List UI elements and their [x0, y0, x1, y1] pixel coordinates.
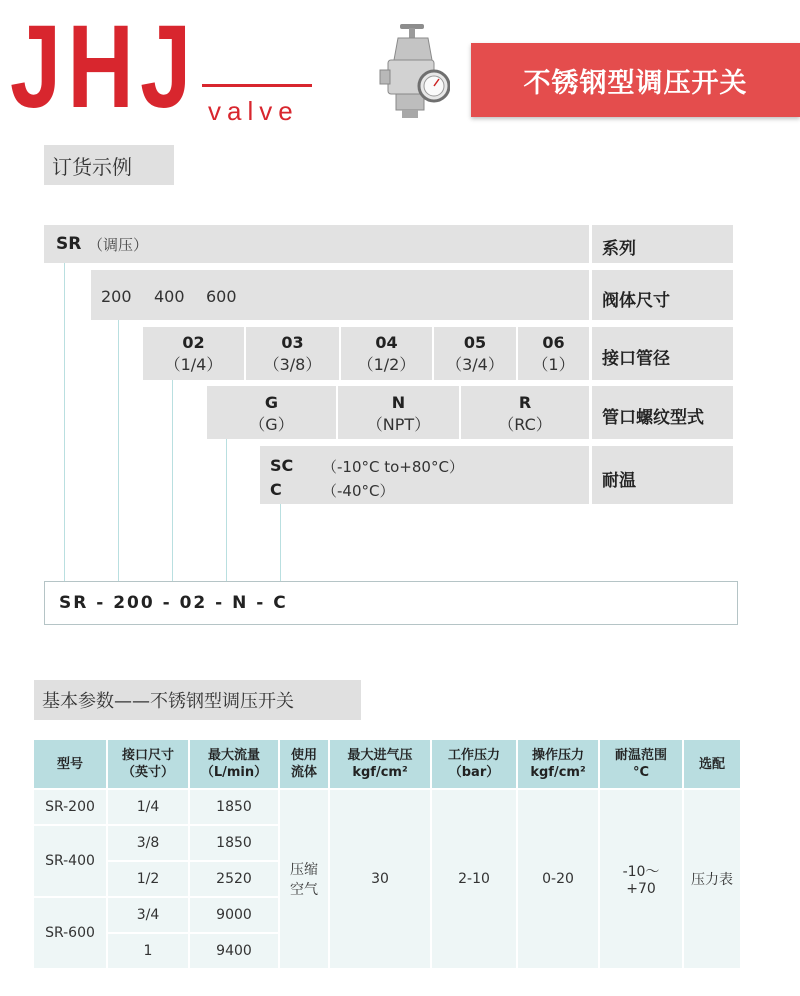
regulator-product-image — [378, 24, 450, 120]
series-note: （调压） — [88, 236, 149, 254]
connector-line — [280, 504, 281, 581]
port-option — [518, 332, 589, 376]
port-option — [434, 332, 516, 376]
logo-rule — [202, 84, 312, 87]
max-inlet-cell: 30 — [330, 788, 432, 968]
size-value-1: 200 — [101, 287, 132, 306]
size-cell: 1/2 — [108, 860, 190, 896]
port-size: （1/4） — [164, 355, 223, 374]
thread-label: 管口螺纹型式 — [602, 408, 704, 428]
port-size: （3/8） — [263, 355, 322, 374]
flow-cell: 9400 — [190, 932, 280, 968]
flow-cell: 9000 — [190, 896, 280, 932]
logo-text: JHJ — [10, 1, 198, 133]
port-code: 03 — [281, 333, 304, 352]
thread-code: G — [264, 393, 279, 412]
column-header: 最大流量 （L/min） — [190, 740, 280, 788]
working-pressure-cell: 2-10 — [432, 788, 518, 968]
port-option — [246, 332, 339, 376]
size-value-3: 600 — [206, 287, 237, 306]
port-option — [143, 332, 244, 376]
flow-cell: 1850 — [190, 788, 280, 824]
order-example-result — [44, 581, 738, 625]
temp-code: C — [270, 480, 282, 499]
port-size: （1/2） — [357, 355, 416, 374]
port-size: （3/4） — [446, 355, 504, 374]
temp-label: 耐温 — [602, 471, 636, 491]
thread-code: R — [518, 393, 532, 412]
size-value-2: 400 — [154, 287, 185, 306]
option-cell: 压力表 — [684, 788, 742, 968]
table-row — [34, 788, 742, 824]
size-cell: 1/4 — [108, 788, 190, 824]
port-code: 02 — [182, 333, 205, 352]
port-option — [341, 332, 432, 376]
temp-desc: （-10°C to+80°C） — [322, 458, 464, 476]
port-label: 接口管径 — [602, 349, 670, 369]
series-label: 系列 — [602, 239, 636, 259]
column-header: 耐温范围 °C — [600, 740, 684, 788]
flow-cell: 2520 — [190, 860, 280, 896]
series-code: SR — [56, 234, 82, 254]
column-header: 最大进气压 kgf/cm² — [330, 740, 432, 788]
thread-option — [207, 392, 336, 436]
thread-option — [461, 392, 589, 436]
table-header-row — [34, 740, 742, 788]
column-header: 选配 — [684, 740, 742, 788]
thread-desc: （NPT） — [366, 415, 431, 434]
temp-range-cell: -10～ +70 — [600, 788, 684, 968]
flow-cell: 1850 — [190, 824, 280, 860]
connector-line — [64, 263, 65, 581]
column-header: 型号 — [34, 740, 108, 788]
port-code: 06 — [542, 333, 565, 352]
connector-line — [172, 380, 173, 581]
title-banner — [471, 43, 800, 117]
logo-subtext: valve — [208, 96, 299, 126]
port-size: （1） — [532, 355, 575, 374]
connector-line — [226, 439, 227, 581]
size-cell: 1 — [108, 932, 190, 968]
port-code: 04 — [375, 333, 398, 352]
temp-code: SC — [270, 456, 294, 475]
order-code: SR - 200 - 02 - N - C — [59, 593, 288, 613]
model-cell: SR-600 — [34, 896, 108, 968]
model-cell: SR-400 — [34, 824, 108, 896]
connector-line — [118, 320, 119, 581]
size-label: 阀体尺寸 — [602, 291, 670, 311]
temp-desc: （-40°C） — [322, 482, 395, 500]
port-code: 05 — [463, 333, 487, 352]
column-header: 接口尺寸 （英寸） — [108, 740, 190, 788]
page-title: 不锈钢型调压开关 — [523, 67, 748, 99]
thread-code: N — [391, 393, 406, 412]
parameters-heading: 基本参数——不锈钢型调压开关 — [34, 680, 361, 720]
size-cell: 3/4 — [108, 896, 190, 932]
column-header: 工作压力 （bar） — [432, 740, 518, 788]
parameters-table — [34, 740, 742, 968]
thread-desc: （G） — [249, 415, 294, 434]
thread-option — [338, 392, 459, 436]
fluid-cell: 压缩 空气 — [280, 788, 330, 968]
thread-desc: （RC） — [498, 415, 552, 434]
model-cell: SR-200 — [34, 788, 108, 824]
size-cell: 3/8 — [108, 824, 190, 860]
order-example-heading: 订货示例 — [44, 145, 174, 185]
operating-pressure-cell: 0-20 — [518, 788, 600, 968]
column-header: 使用 流体 — [280, 740, 330, 788]
column-header: 操作压力 kgf/cm² — [518, 740, 600, 788]
company-logo — [10, 1, 310, 133]
